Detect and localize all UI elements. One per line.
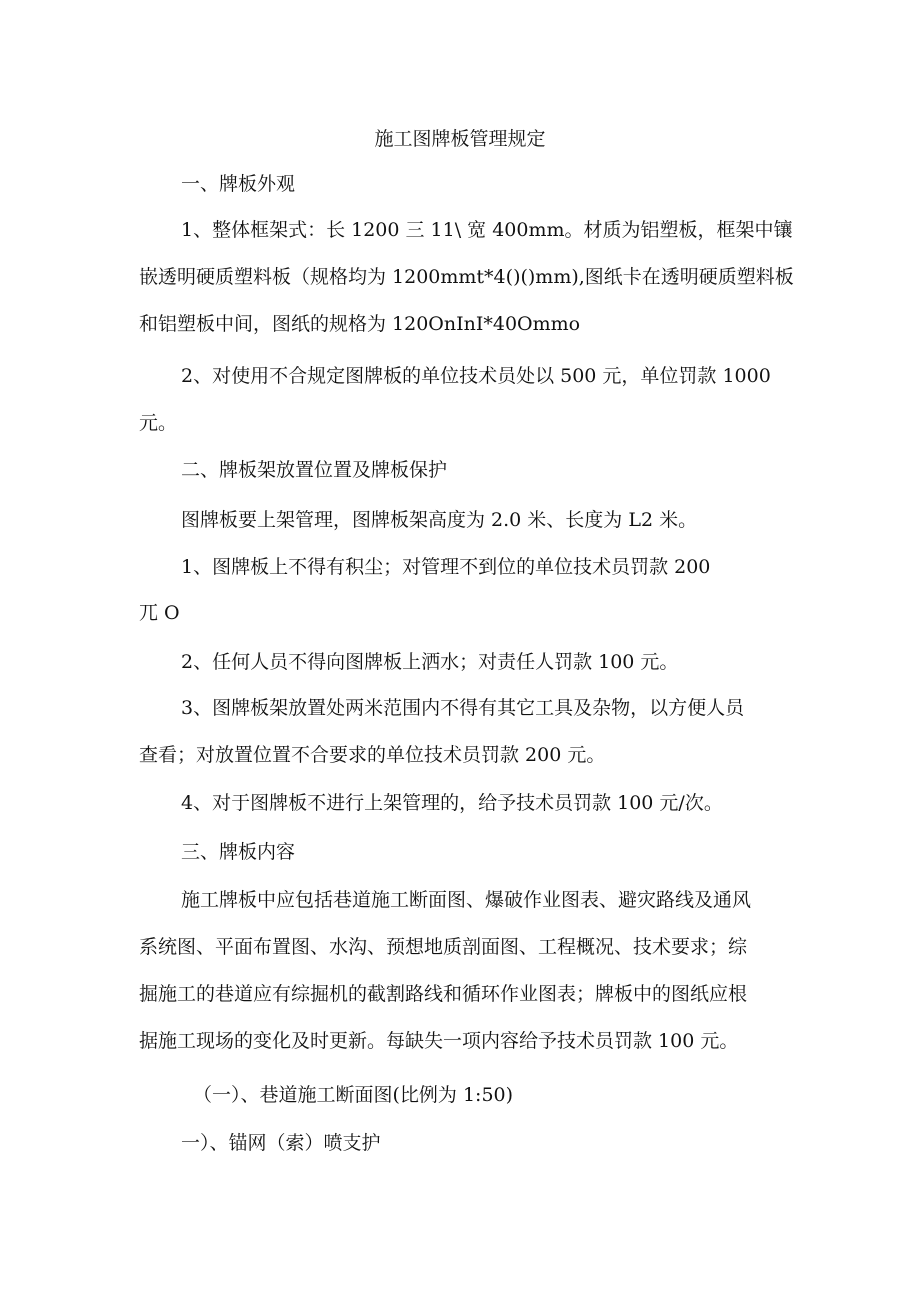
- paragraph-line: 2、对使用不合规定图牌板的单位技术员处以 500 元，单位罚款 1000: [181, 365, 771, 387]
- paragraph-line: 系统图、平面布置图、水沟、预想地质剖面图、工程概况、技术要求；综: [139, 936, 748, 958]
- section-heading-placement: 二、牌板架放置位置及牌板保护: [181, 459, 448, 481]
- paragraph-line: 据施工现场的变化及时更新。每缺失一项内容给予技术员罚款 100 元。: [139, 1030, 739, 1052]
- paragraph-line: 4、对于图牌板不进行上架管理的，给予技术员罚款 100 元/次。: [181, 792, 723, 814]
- paragraph-line: 查看；对放置位置不合要求的单位技术员罚款 200 元。: [139, 744, 606, 766]
- paragraph-line: 嵌透明硬质塑料板（规格均为 1200mmt*4()()mm),图纸卡在透明硬质塑料板: [139, 266, 794, 288]
- paragraph-line: 1、图牌板上不得有积尘；对管理不到位的单位技术员罚款 200: [181, 556, 711, 578]
- paragraph-line: 兀 O: [139, 602, 180, 624]
- subsection-heading: （一）、巷道施工断面图(比例为 1:50): [193, 1084, 514, 1106]
- document-title: 施工图牌板管理规定: [374, 128, 546, 150]
- paragraph-line: 2、任何人员不得向图牌板上洒水；对责任人罚款 100 元。: [181, 651, 679, 673]
- subsection-heading: 一）、锚网（索）喷支护: [181, 1132, 381, 1154]
- section-heading-appearance: 一、牌板外观: [181, 173, 296, 195]
- paragraph-line: 施工牌板中应包括巷道施工断面图、爆破作业图表、避灾路线及通风: [181, 889, 752, 911]
- paragraph-line: 3、图牌板架放置处两米范围内不得有其它工具及杂物，以方便人员: [181, 697, 745, 719]
- paragraph-line: 图牌板要上架管理，图牌板架高度为 2.0 米、长度为 L2 米。: [181, 509, 698, 531]
- paragraph-line: 掘施工的巷道应有综掘机的截割路线和循环作业图表；牌板中的图纸应根: [139, 983, 748, 1005]
- paragraph-line: 1、整体框架式：长 1200 三 11\ 宽 400mm。材质为铝塑板，框架中镶: [181, 219, 793, 241]
- section-heading-content: 三、牌板内容: [181, 841, 296, 863]
- paragraph-line: 元。: [139, 412, 178, 434]
- paragraph-line: 和铝塑板中间，图纸的规格为 120OnInI*40Ommo: [139, 313, 581, 335]
